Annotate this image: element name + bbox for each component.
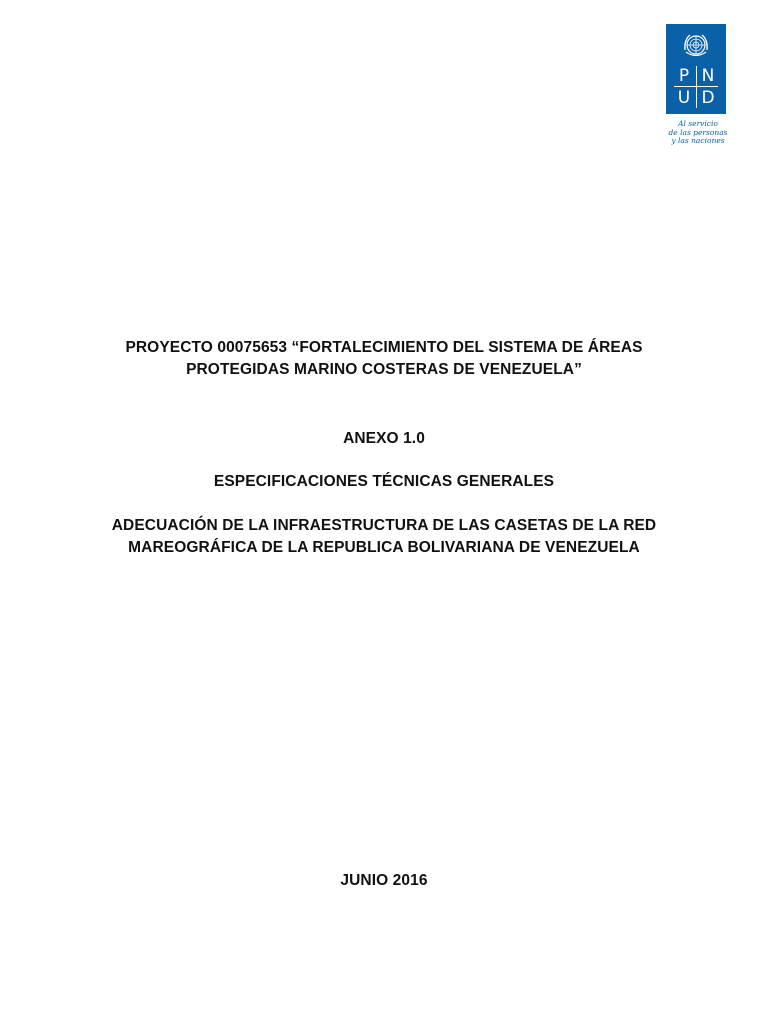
annex-heading: ANEXO 1.0 [343,430,425,447]
logo-letter-n: N [701,66,715,86]
logo-tagline [660,120,736,146]
logo-tagline-line: y las naciones [671,136,725,145]
logo-box [666,24,726,114]
project-title-line-2: PROTEGIDAS MARINO COSTERAS DE VENEZUELA” [186,361,582,378]
logo-letter-p: P [678,66,690,86]
logo-tagline-line: Al servicio [678,119,718,128]
pnud-logo [660,24,736,146]
un-emblem-icon [680,30,712,62]
document-date: JUNIO 2016 [340,872,428,889]
logo-letter-grid [672,64,720,110]
specifications-heading: ESPECIFICACIONES TÉCNICAS GENERALES [213,473,555,490]
logo-divider [674,86,718,87]
logo-tagline-line: de las personas [668,127,728,137]
logo-divider [696,66,697,108]
project-title-line-1: PROYECTO 00075653 “FORTALECIMIENTO DEL SISTEMA DE ÁREAS [125,339,643,356]
subject-line-1: ADECUACIÓN DE LA INFRAESTRUCTURA DE LAS CASETAS DE LA RED [111,517,657,534]
logo-letter-d: D [701,88,715,108]
logo-letter-u: U [677,88,691,108]
subject-line-2: MAREOGRÁFICA DE LA REPUBLICA BOLIVARIANA DE VENEZUELA [128,539,640,556]
